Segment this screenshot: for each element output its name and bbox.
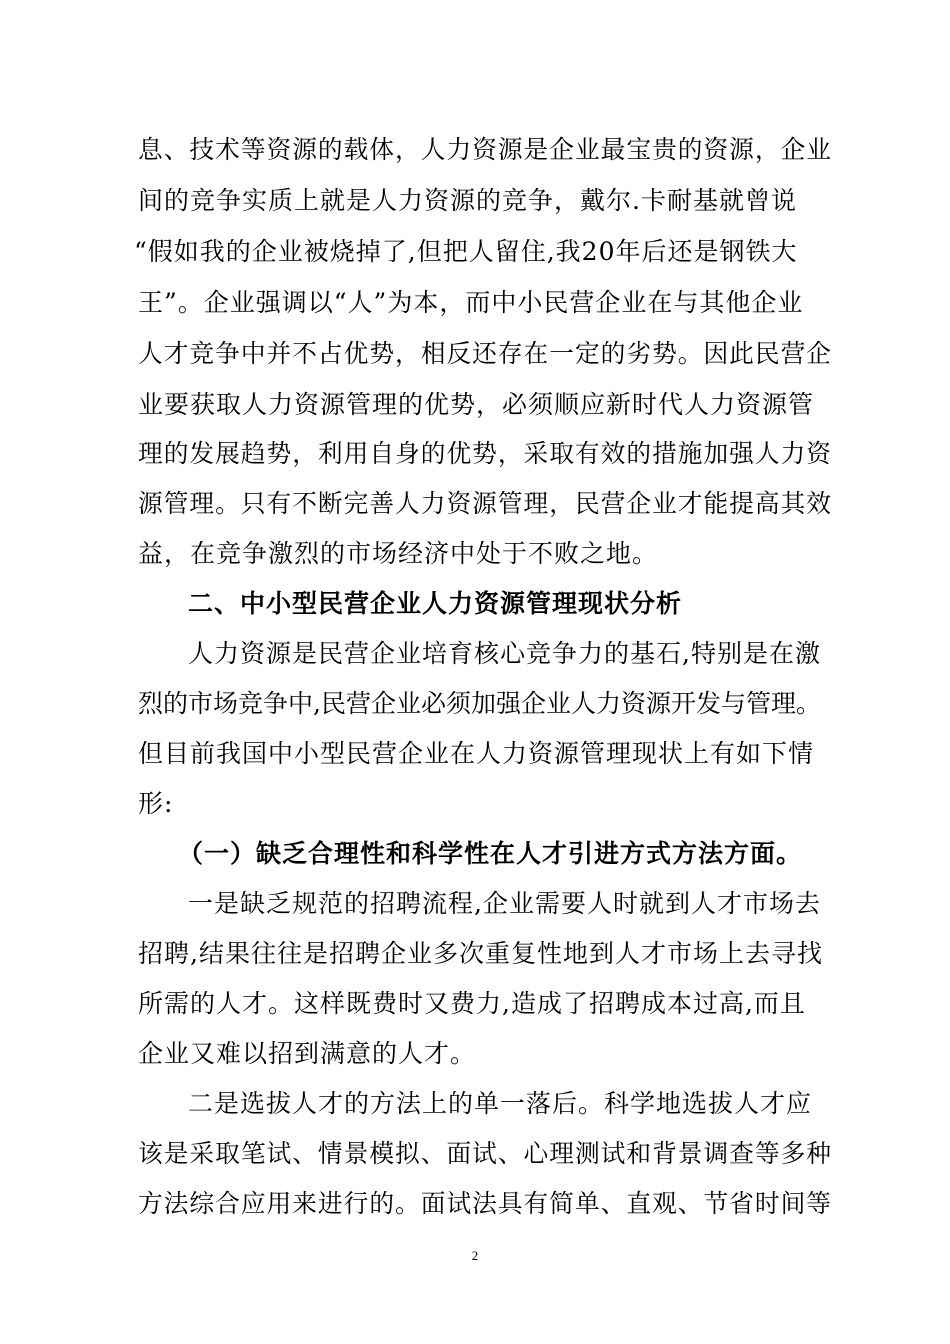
body-text-line: 业要获取人力资源管理的优势，必须顺应新时代人力资源管 <box>138 390 815 419</box>
body-text-line: 理的发展趋势，利用自身的优势，采取有效的措施加强人力资 <box>138 439 833 468</box>
body-text-line: “假如我的企业被烧掉了,但把人留住,我20年后还是钢铁大 <box>134 237 798 266</box>
body-text-line: 方法综合应用来进行的。面试法具有简单、直观、节省时间等 <box>138 1189 833 1218</box>
section-heading: 二、中小型民营企业人力资源管理现状分析 <box>188 589 683 618</box>
body-text-line: 人力资源是民营企业培育核心竞争力的基石,特别是在激 <box>188 639 821 668</box>
body-text-line: 源管理。只有不断完善人力资源管理，民营企业才能提高其效 <box>138 489 833 518</box>
body-text-line: 息、技术等资源的载体，人力资源是企业最宝贵的资源，企业 <box>138 135 833 164</box>
subsection-heading: （一）缺乏合理性和科学性在人才引进方式方法方面。 <box>178 839 803 868</box>
body-text-line: 二是选拔人才的方法上的单一落后。科学地选拔人才应 <box>188 1089 813 1118</box>
body-text-line: 王”。企业强调以“人”为本，而中小民营企业在与其他企业 <box>138 288 804 317</box>
body-text-line: 企业又难以招到满意的人才。 <box>138 1039 477 1068</box>
body-text-line: 招聘,结果往往是招聘企业多次重复性地到人才市场上去寻找 <box>138 939 823 968</box>
body-text-line: 一是缺乏规范的招聘流程,企业需要人时就到人才市场去 <box>188 889 821 918</box>
page-number: 2 <box>471 1248 479 1263</box>
body-text-line: 该是采取笔试、情景模拟、面试、心理测试和背景调查等多种 <box>138 1139 833 1168</box>
body-text-line: 但目前我国中小型民营企业在人力资源管理现状上有如下情 <box>138 739 815 768</box>
body-text-line: 形: <box>138 789 174 818</box>
body-text-line: 人才竞争中并不占优势，相反还存在一定的劣势。因此民营企 <box>138 339 833 368</box>
body-text-line: 间的竞争实质上就是人力资源的竞争，戴尔.卡耐基就曾说 <box>138 186 797 215</box>
body-text-line: 所需的人才。这样既费时又费力,造成了招聘成本过高,而且 <box>138 989 806 1018</box>
body-text-line: 烈的市场竞争中,民营企业必须加强企业人力资源开发与管理。 <box>138 689 821 718</box>
body-text-line: 益，在竞争激烈的市场经济中处于不败之地。 <box>138 539 659 568</box>
